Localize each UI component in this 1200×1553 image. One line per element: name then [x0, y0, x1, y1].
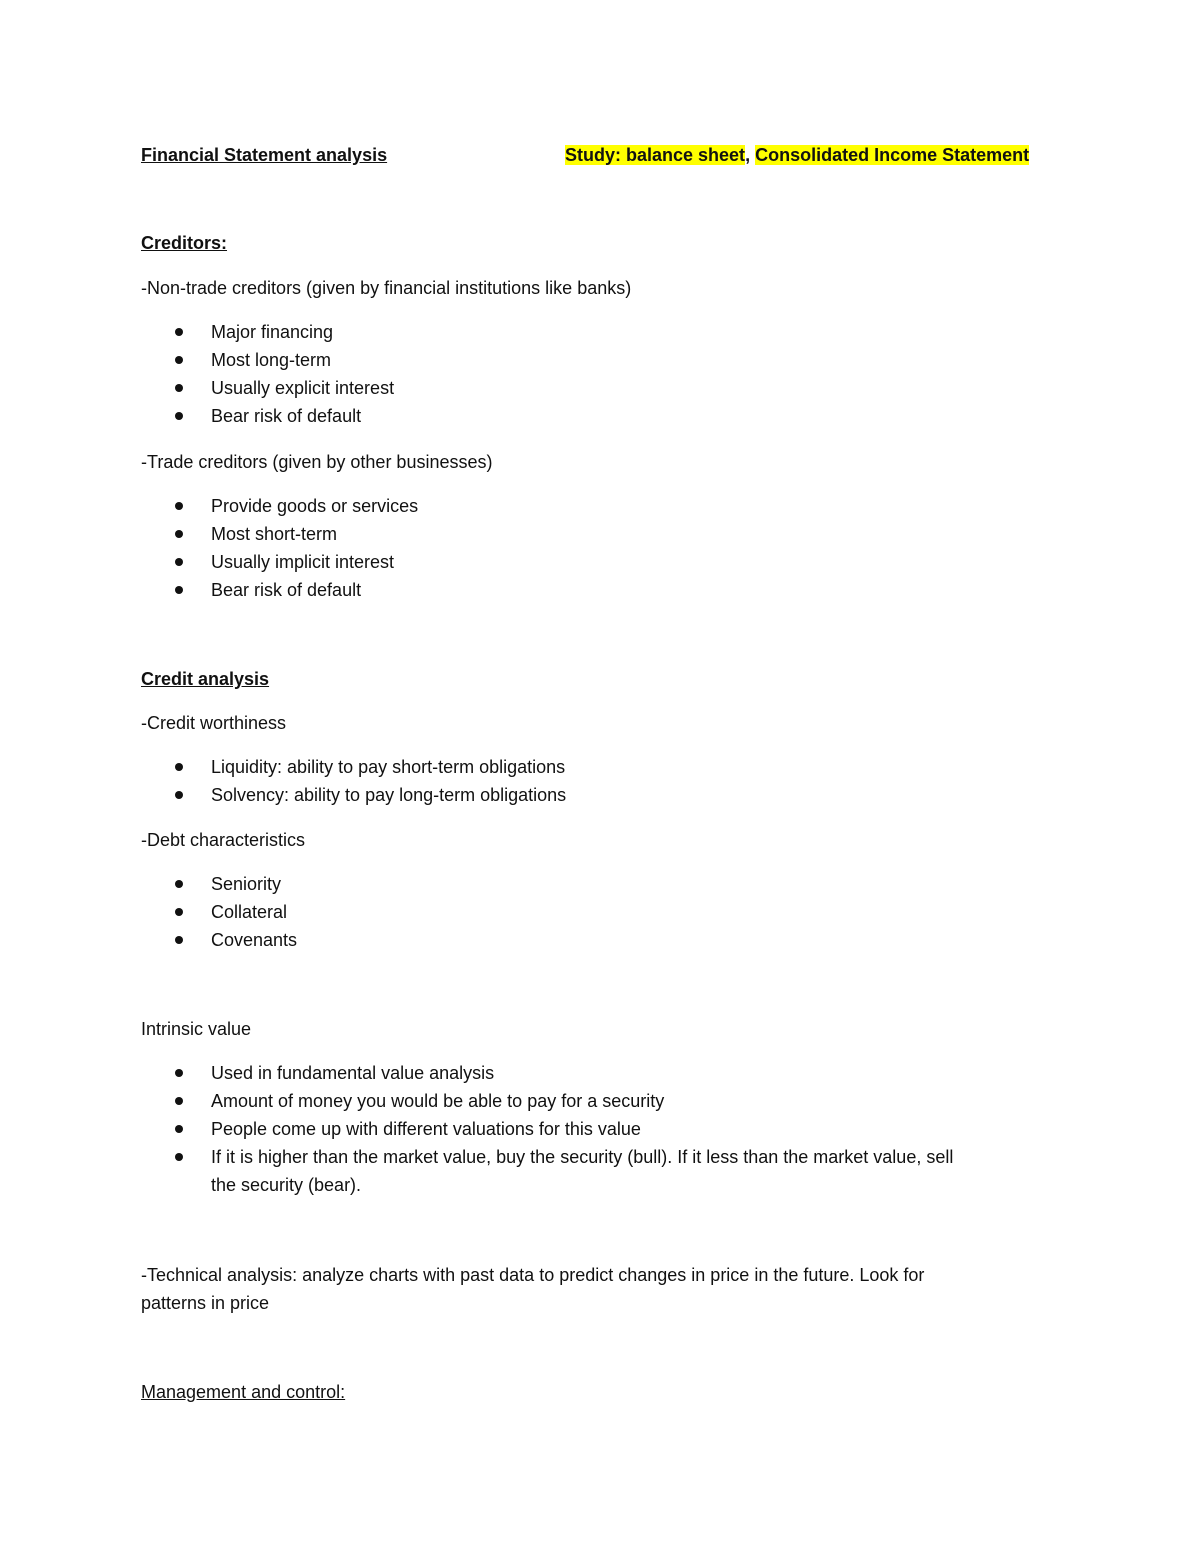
nontrade-creditors-label: -Non-trade creditors (given by financial institutions like banks) — [141, 278, 632, 298]
creditors-heading: Creditors: — [141, 233, 228, 253]
list-item: Collateral — [211, 902, 288, 922]
study-note — [565, 143, 1029, 167]
list-item: Usually implicit interest — [211, 552, 395, 572]
study-label: Study: balance sheet — [565, 145, 746, 165]
technical-analysis-line: -Technical analysis: analyze charts with past data to predict changes in price in the future. Look for — [141, 1265, 925, 1285]
list-item: Bear risk of default — [211, 580, 362, 600]
list-item: Most short-term — [211, 524, 338, 544]
bullet-icon — [175, 356, 183, 364]
bullet-icon — [175, 1097, 183, 1105]
bullet-icon — [175, 384, 183, 392]
study-item-income-statement: Consolidated Income Statement — [755, 145, 1030, 165]
list-item: Used in fundamental value analysis — [211, 1063, 495, 1083]
technical-analysis-line-2: patterns in price — [141, 1293, 270, 1313]
list-item: Liquidity: ability to pay short-term obligations — [211, 757, 566, 777]
bullet-icon — [175, 1069, 183, 1077]
management-control-heading: Management and control: — [141, 1382, 346, 1402]
bullet-icon — [175, 586, 183, 594]
list-item: Solvency: ability to pay long-term obligations — [211, 785, 567, 805]
bullet-icon — [175, 328, 183, 336]
bullet-icon — [175, 558, 183, 566]
list-item: Seniority — [211, 874, 282, 894]
list-item: If it is higher than the market value, buy the security (bull). If it less than the market value, sell — [211, 1147, 954, 1167]
trade-creditors-label: -Trade creditors (given by other businesses) — [141, 452, 493, 472]
list-item: Covenants — [211, 930, 298, 950]
list-item: Bear risk of default — [211, 406, 362, 426]
list-item: Amount of money you would be able to pay for a security — [211, 1091, 665, 1111]
document-title: Financial Statement analysis — [141, 145, 388, 165]
bullet-icon — [175, 763, 183, 771]
list-item-continuation: the security (bear). — [211, 1175, 362, 1195]
credit-worthiness-label: -Credit worthiness — [141, 713, 287, 733]
list-item: Usually explicit interest — [211, 378, 395, 398]
bullet-icon — [175, 1125, 183, 1133]
bullet-icon — [175, 908, 183, 916]
bullet-icon — [175, 880, 183, 888]
list-item: Provide goods or services — [211, 496, 419, 516]
list-item: People come up with different valuations for this value — [211, 1119, 641, 1139]
bullet-icon — [175, 936, 183, 944]
debt-characteristics-label: -Debt characteristics — [141, 830, 306, 850]
list-item: Most long-term — [211, 350, 332, 370]
bullet-icon — [175, 502, 183, 510]
bullet-icon — [175, 791, 183, 799]
list-item: Major financing — [211, 322, 334, 342]
credit-analysis-heading: Credit analysis — [141, 669, 270, 689]
bullet-icon — [175, 412, 183, 420]
intrinsic-value-heading: Intrinsic value — [141, 1019, 252, 1039]
study-separator: , — [745, 145, 751, 165]
bullet-icon — [175, 530, 183, 538]
bullet-icon — [175, 1153, 183, 1161]
